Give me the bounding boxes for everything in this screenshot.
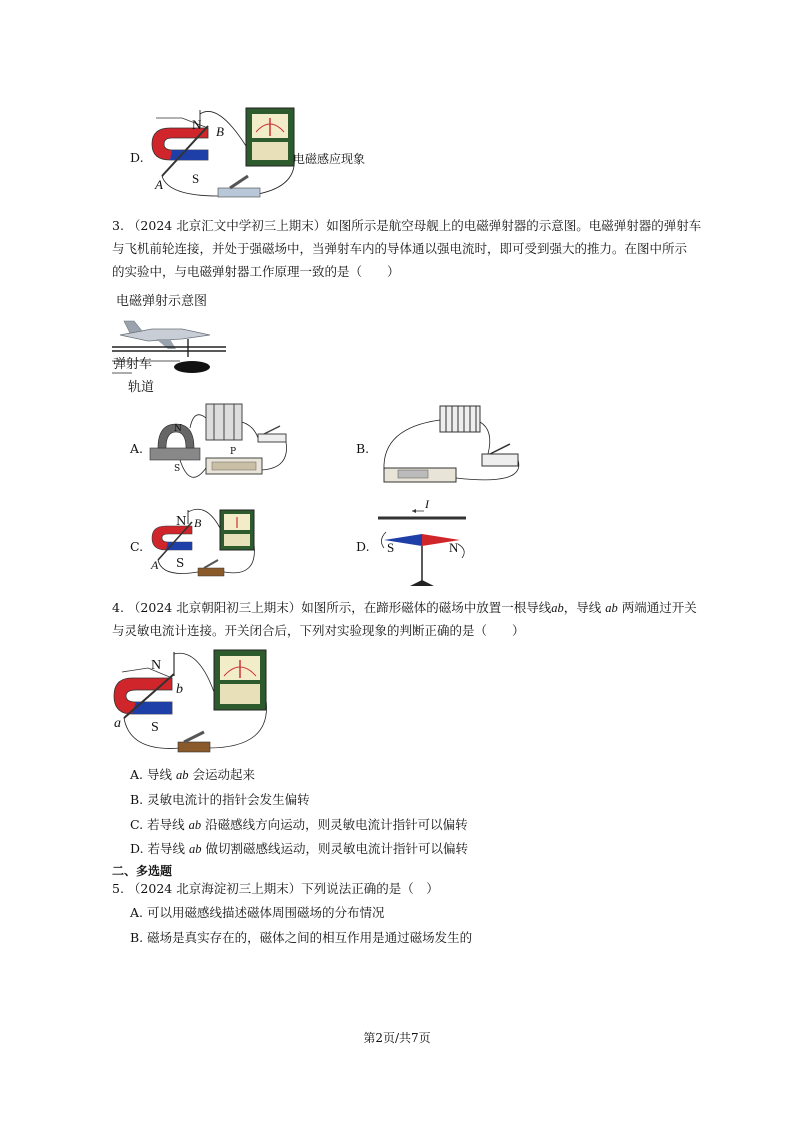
q2-letter-n: N bbox=[192, 117, 202, 132]
q2-option-d-label: D. bbox=[130, 150, 144, 165]
q4-option-d-var: ab bbox=[189, 842, 202, 856]
q3-option-b-label: B. bbox=[356, 441, 370, 456]
q3-figure-title: 电磁弹射示意图 bbox=[116, 294, 208, 309]
q5-stem-text: 下列说法正确的是（ ） bbox=[301, 881, 439, 896]
q3-a-letter-n: N bbox=[174, 424, 182, 434]
q4-letter-s: S bbox=[151, 720, 159, 735]
q3-source: （2024 北京汇文中学初三上期末） bbox=[127, 218, 327, 233]
q3-stem-line3: 的实验中，与电磁弹射器工作原理一致的是（ ） bbox=[112, 264, 400, 279]
q4-stem-part2: ，导线 bbox=[563, 600, 602, 615]
q3-d-letter-s: S bbox=[387, 540, 395, 555]
q5-option-b-text: 磁场是真实存在的，磁体之间的相互作用是通过磁场发生的 bbox=[147, 930, 473, 945]
q3-option-a-label: A. bbox=[130, 441, 144, 456]
q4-option-b-label: B. bbox=[130, 792, 144, 807]
q4-var-ab: ab bbox=[551, 601, 564, 615]
section-title: 二、多选题 bbox=[112, 864, 173, 878]
q3-option-d-label: D. bbox=[356, 539, 370, 554]
q4-option-b bbox=[130, 788, 310, 811]
q2-letter-s: S bbox=[192, 171, 200, 186]
q4-letter-a: a bbox=[114, 716, 121, 731]
q4-source: （2024 北京朝阳初三上期末） bbox=[127, 600, 302, 615]
q5-source: （2024 北京海淀初三上期末） bbox=[127, 881, 302, 896]
q4-option-c-text2: 沿磁感线方向运动，则灵敏电流计指针可以偏转 bbox=[205, 817, 468, 832]
q4-option-a-var: ab bbox=[176, 768, 189, 782]
q4-letter-b: b bbox=[176, 682, 183, 697]
q3-a-letter-p: P bbox=[230, 447, 237, 457]
q4-option-d-text2: 做切割磁感线运动，则灵敏电流计指针可以偏转 bbox=[205, 841, 469, 856]
q5-option-a-label: A. bbox=[130, 905, 144, 920]
q3-c-letter-s: S bbox=[176, 556, 185, 570]
q5-option-b bbox=[130, 926, 472, 949]
q4-option-a bbox=[130, 763, 255, 787]
q5-option-b-label: B. bbox=[130, 930, 144, 945]
q3-stem-line1: 如图所示是航空母舰上的电磁弹射器的示意图。电磁弹射器的弹射车 bbox=[326, 218, 702, 233]
q4-stem-part1: 如图所示，在蹄形磁体的磁场中放置一根导线 bbox=[301, 600, 552, 615]
q3-figure-track: 轨道 bbox=[128, 380, 155, 395]
q4-option-a-text2: 会运动起来 bbox=[192, 767, 255, 782]
q3-c-letter-b: B bbox=[194, 516, 202, 530]
q4-option-d-text: 若导线 bbox=[147, 841, 186, 856]
q2-letter-b: B bbox=[216, 124, 224, 139]
q3-option-c-figure bbox=[150, 508, 260, 582]
q3-c-letter-n: N bbox=[176, 514, 187, 528]
q3-option-a-figure bbox=[150, 398, 290, 492]
q4-letter-n: N bbox=[151, 658, 162, 673]
q4-number: 4. bbox=[112, 600, 124, 615]
q5-number: 5. bbox=[112, 881, 124, 896]
q4-option-d bbox=[130, 837, 468, 861]
q4-option-a-text: 导线 bbox=[147, 767, 173, 782]
q3-d-letter-i: I bbox=[425, 497, 429, 511]
q4-stem-part3: 两端通过开关 bbox=[621, 600, 697, 615]
q3-option-b-figure bbox=[376, 400, 536, 492]
q3-catapult-figure bbox=[112, 315, 232, 385]
q2-option-d-figure bbox=[148, 106, 298, 201]
q4-var-ab-2: ab bbox=[605, 601, 618, 615]
q4-option-c-text: 若导线 bbox=[147, 817, 185, 832]
q5-stem bbox=[112, 877, 439, 900]
q3-stem-line2: 与飞机前轮连接，并处于强磁场中，当弹射车内的导体通以强电流时，即可受到强大的推力。在图中所示 bbox=[112, 241, 688, 256]
q3-figure-car: 弹射车 bbox=[113, 357, 153, 372]
q4-option-a-label: A. bbox=[130, 767, 144, 782]
q4-option-c bbox=[130, 813, 468, 837]
q3-number: 3. bbox=[112, 218, 124, 233]
q4-figure bbox=[112, 648, 272, 760]
q4-option-c-label: C. bbox=[130, 817, 144, 832]
q4-option-d-label: D. bbox=[130, 841, 144, 856]
q3-c-letter-a: A bbox=[151, 558, 159, 572]
q4-option-b-text: 灵敏电流计的指针会发生偏转 bbox=[147, 792, 310, 807]
q5-option-a bbox=[130, 901, 385, 924]
q3-a-letter-s: S bbox=[174, 464, 181, 474]
q4-option-c-var: ab bbox=[188, 818, 202, 832]
q4-stem-line2: 与灵敏电流计连接。开关闭合后，下列对实验现象的判断正确的是（ ） bbox=[112, 623, 525, 638]
q3-option-c-label: C. bbox=[130, 539, 144, 554]
q2-letter-a: A bbox=[155, 177, 163, 192]
page-footer: 第2页/共7页 bbox=[363, 1031, 431, 1045]
q2-caption: 电磁感应现象 bbox=[293, 152, 366, 166]
q3-line1 bbox=[112, 214, 701, 237]
q3-d-letter-n: N bbox=[449, 540, 459, 555]
q4-line1 bbox=[112, 596, 697, 620]
q5-option-a-text: 可以用磁感线描述磁体周围磁场的分布情况 bbox=[147, 905, 385, 920]
